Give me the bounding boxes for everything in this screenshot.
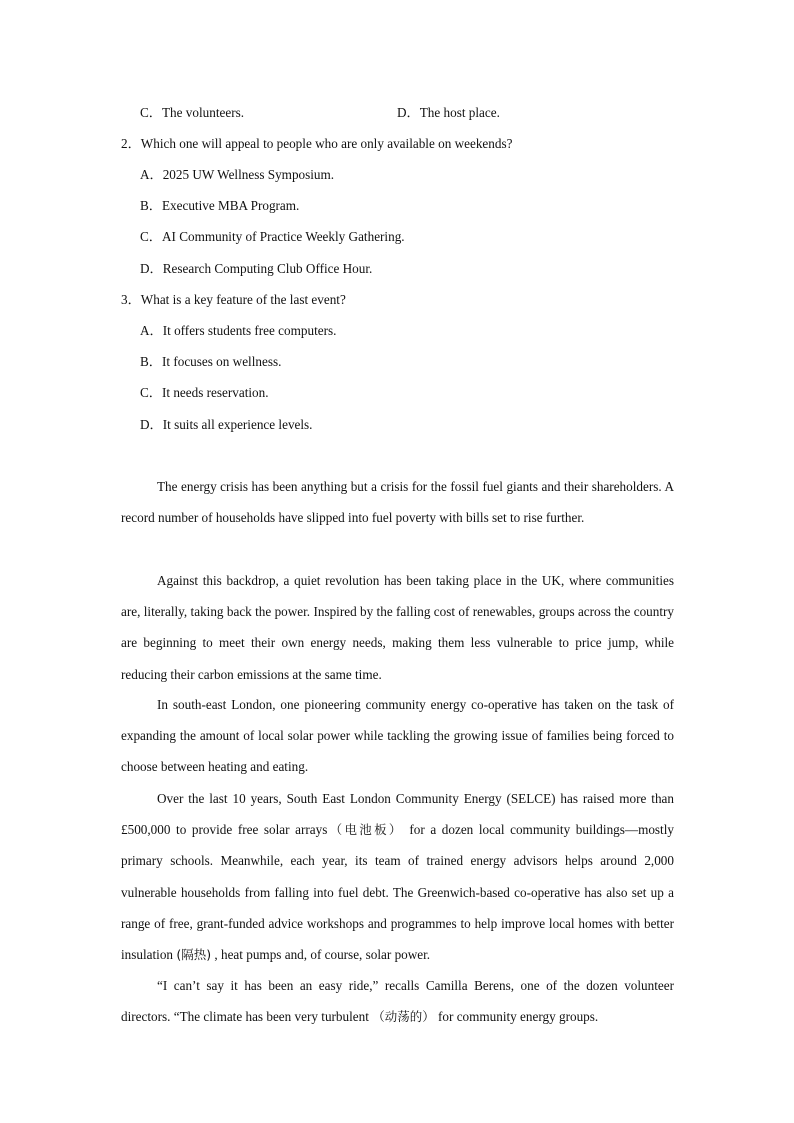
question-2-stem: 2．Which one will appeal to people who are only available on weekends? bbox=[121, 136, 513, 151]
q2-option-a: A．2025 UW Wellness Symposium. bbox=[140, 167, 335, 182]
p5-text-a: “I can’t say it has been an easy ride,” recalls Camilla Berens, one of the dozen volunteer directors. “The climate has been very turbulent bbox=[121, 978, 674, 1025]
passage-paragraph-3: In south-east London, one pioneering community energy co-operative has taken on the task of expanding the amount of local solar power while tackling the growing issue of families being forced to choose between heating and eating. bbox=[121, 697, 674, 775]
passage-paragraph-5 bbox=[121, 970, 674, 1032]
p4-gloss-solar-panel: （电池板） bbox=[327, 822, 404, 838]
p4-gloss-insulation: (隔热) bbox=[176, 947, 212, 963]
question-3-stem: 3．What is a key feature of the last event? bbox=[121, 292, 346, 307]
q3-option-a: A．It offers students free computers. bbox=[140, 323, 337, 338]
p5-gloss-turbulent: （动荡的） bbox=[372, 1009, 435, 1025]
p4-text-a: Over the last 10 years, South East London Community Energy (SELCE) has raised more than £500,000 to provide free solar arrays bbox=[121, 791, 674, 838]
p4-text-c: , heat pumps and, of course, solar power. bbox=[211, 947, 431, 963]
q1-option-d: D．The host place. bbox=[397, 105, 500, 120]
q3-option-d: D．It suits all experience levels. bbox=[140, 417, 313, 432]
q3-option-c: C．It needs reservation. bbox=[140, 385, 269, 400]
q2-option-d: D．Research Computing Club Office Hour. bbox=[140, 261, 373, 276]
p4-text-b: for a dozen local community buildings—mostly primary schools. Meanwhile, each year, its team of trained energy advisors helps around 2,000 vulnerable households from falling into fuel debt. The Greenwich-based co-operative has also set up a range of free, grant-funded advice workshops and programmes to help improve local homes with better insulation bbox=[121, 822, 674, 963]
passage-paragraph-4 bbox=[121, 783, 674, 970]
q3-option-b: B．It focuses on wellness. bbox=[140, 354, 282, 369]
passage-paragraph-1: The energy crisis has been anything but a crisis for the fossil fuel giants and their shareholders. A record number of households have slipped into fuel poverty with bills set to rise further. bbox=[121, 479, 674, 526]
q2-option-c: C．AI Community of Practice Weekly Gathering. bbox=[140, 229, 405, 244]
q1-option-c: C．The volunteers. bbox=[140, 105, 245, 120]
passage-paragraph-2: Against this backdrop, a quiet revolution has been taking place in the UK, where communities are, literally, taking back the power. Inspired by the falling cost of renewables, groups across the country are beginning to meet their own energy needs, making them less vulnerable to price jump, while reducing their carbon emissions at the same time. bbox=[121, 573, 674, 682]
q2-option-b: B．Executive MBA Program. bbox=[140, 198, 300, 213]
p5-text-b: for community energy groups. bbox=[434, 1009, 599, 1025]
